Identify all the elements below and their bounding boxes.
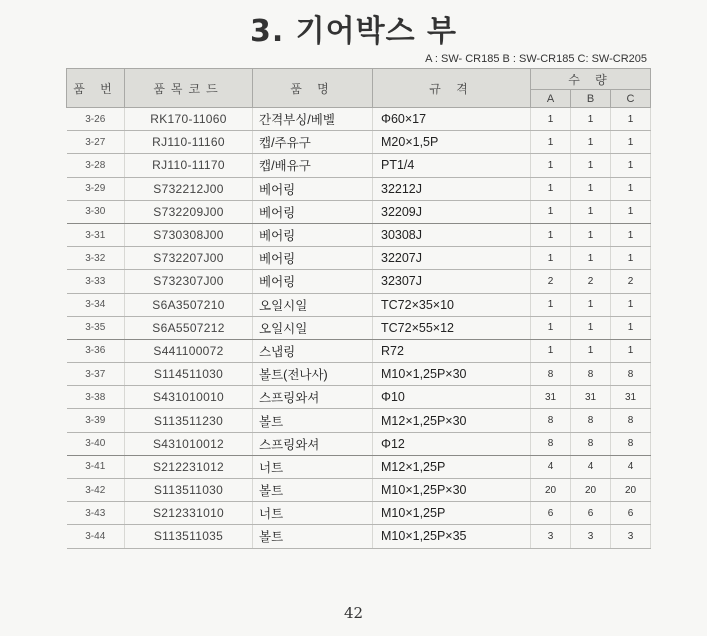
row-part-name: 볼트: [253, 525, 373, 548]
row-part-no: 3-36: [67, 339, 125, 362]
row-item-code: S732212J00: [125, 177, 253, 200]
table-row: [67, 200, 651, 223]
row-qty-c: 3: [611, 525, 651, 548]
row-spec: Φ60×17: [373, 108, 531, 131]
row-part-name: 오일시일: [253, 293, 373, 316]
row-part-name: 너트: [253, 502, 373, 525]
row-spec: Φ12: [373, 432, 531, 455]
row-qty-b: 1: [571, 108, 611, 131]
table-row: [67, 502, 651, 525]
row-qty-c: 1: [611, 223, 651, 246]
row-spec: 32307J: [373, 270, 531, 293]
row-qty-a: 2: [531, 270, 571, 293]
row-part-no: 3-37: [67, 363, 125, 386]
row-qty-b: 1: [571, 131, 611, 154]
row-qty-a: 20: [531, 479, 571, 502]
row-item-code: S6A5507212: [125, 316, 253, 339]
row-item-code: RK170-11060: [125, 108, 253, 131]
row-part-no: 3-30: [67, 200, 125, 223]
row-spec: M10×1,25P: [373, 502, 531, 525]
row-qty-c: 1: [611, 131, 651, 154]
row-qty-b: 3: [571, 525, 611, 548]
row-spec: TC72×55×12: [373, 316, 531, 339]
row-spec: PT1/4: [373, 154, 531, 177]
row-part-no: 3-33: [67, 270, 125, 293]
row-part-name: 스냅링: [253, 339, 373, 362]
table-row: [67, 363, 651, 386]
row-qty-b: 8: [571, 363, 611, 386]
row-qty-b: 8: [571, 432, 611, 455]
table-row: [67, 479, 651, 502]
row-part-no: 3-44: [67, 525, 125, 548]
page-number: 42: [343, 604, 364, 622]
row-item-code: S732209J00: [125, 200, 253, 223]
row-qty-b: 6: [571, 502, 611, 525]
row-qty-a: 1: [531, 339, 571, 362]
row-item-code: S113511030: [125, 479, 253, 502]
row-qty-b: 1: [571, 154, 611, 177]
row-qty-a: 8: [531, 409, 571, 432]
row-spec: R72: [373, 339, 531, 362]
row-part-no: 3-32: [67, 247, 125, 270]
row-part-name: 스프링와셔: [253, 386, 373, 409]
row-part-no: 3-29: [67, 177, 125, 200]
row-part-no: 3-27: [67, 131, 125, 154]
row-item-code: S212231012: [125, 455, 253, 478]
row-qty-a: 8: [531, 432, 571, 455]
row-qty-a: 1: [531, 108, 571, 131]
header-part-name: 품 명: [253, 69, 373, 108]
row-qty-c: 8: [611, 409, 651, 432]
row-part-name: 베어링: [253, 270, 373, 293]
row-qty-c: 1: [611, 177, 651, 200]
parts-table: [66, 68, 651, 549]
row-qty-a: 1: [531, 177, 571, 200]
row-part-name: 볼트: [253, 479, 373, 502]
row-part-name: 베어링: [253, 223, 373, 246]
table-row: [67, 339, 651, 362]
row-part-name: 간격부싱/베벨: [253, 108, 373, 131]
row-qty-a: 4: [531, 455, 571, 478]
row-qty-c: 31: [611, 386, 651, 409]
row-item-code: S730308J00: [125, 223, 253, 246]
row-part-no: 3-40: [67, 432, 125, 455]
table-row: [67, 154, 651, 177]
row-item-code: S6A3507210: [125, 293, 253, 316]
row-part-no: 3-43: [67, 502, 125, 525]
row-qty-b: 1: [571, 177, 611, 200]
row-part-name: 볼트: [253, 409, 373, 432]
header-qty-c: C: [611, 90, 651, 108]
row-qty-a: 1: [531, 200, 571, 223]
row-qty-b: 2: [571, 270, 611, 293]
row-qty-a: 1: [531, 154, 571, 177]
row-part-name: 캡/주유구: [253, 131, 373, 154]
row-part-name: 캡/배유구: [253, 154, 373, 177]
row-part-name: 오일시일: [253, 316, 373, 339]
row-qty-c: 4: [611, 455, 651, 478]
row-qty-b: 1: [571, 247, 611, 270]
row-part-no: 3-39: [67, 409, 125, 432]
table-row: [67, 293, 651, 316]
row-qty-c: 20: [611, 479, 651, 502]
row-qty-a: 31: [531, 386, 571, 409]
header-qty-a: A: [531, 90, 571, 108]
header-quantity: 수 량: [531, 69, 651, 90]
row-part-name: 너트: [253, 455, 373, 478]
row-qty-c: 8: [611, 363, 651, 386]
row-spec: M20×1,5P: [373, 131, 531, 154]
row-part-no: 3-34: [67, 293, 125, 316]
header-item-code: 품목코드: [125, 69, 253, 108]
row-spec: TC72×35×10: [373, 293, 531, 316]
row-part-name: 볼트(전나사): [253, 363, 373, 386]
row-qty-c: 1: [611, 247, 651, 270]
table-row: [67, 247, 651, 270]
row-item-code: S114511030: [125, 363, 253, 386]
table-row: [67, 432, 651, 455]
table-row: [67, 455, 651, 478]
row-item-code: S113511035: [125, 525, 253, 548]
header-spec: 규 격: [373, 69, 531, 108]
row-qty-a: 3: [531, 525, 571, 548]
row-spec: 32212J: [373, 177, 531, 200]
row-qty-c: 1: [611, 339, 651, 362]
row-item-code: S441100072: [125, 339, 253, 362]
table-row: [67, 316, 651, 339]
row-qty-c: 1: [611, 108, 651, 131]
row-item-code: RJ110-11160: [125, 131, 253, 154]
row-spec: M12×1,25P: [373, 455, 531, 478]
row-part-no: 3-42: [67, 479, 125, 502]
table-row: [67, 108, 651, 131]
row-spec: M10×1,25P×30: [373, 479, 531, 502]
row-qty-b: 1: [571, 316, 611, 339]
row-qty-b: 8: [571, 409, 611, 432]
page-title: 3. 기어박스 부: [249, 14, 458, 49]
row-qty-b: 1: [571, 293, 611, 316]
row-item-code: S113511230: [125, 409, 253, 432]
row-qty-c: 1: [611, 154, 651, 177]
row-part-name: 스프링와셔: [253, 432, 373, 455]
row-qty-c: 1: [611, 316, 651, 339]
table-row: [67, 386, 651, 409]
row-qty-a: 1: [531, 247, 571, 270]
row-part-no: 3-28: [67, 154, 125, 177]
row-spec: M10×1,25P×35: [373, 525, 531, 548]
row-item-code: RJ110-11170: [125, 154, 253, 177]
row-part-no: 3-35: [67, 316, 125, 339]
table-row: [67, 409, 651, 432]
row-qty-a: 1: [531, 223, 571, 246]
row-qty-c: 6: [611, 502, 651, 525]
row-qty-b: 1: [571, 339, 611, 362]
row-part-no: 3-41: [67, 455, 125, 478]
row-qty-b: 20: [571, 479, 611, 502]
row-qty-b: 31: [571, 386, 611, 409]
row-spec: M10×1,25P×30: [373, 363, 531, 386]
table-row: [67, 270, 651, 293]
row-part-no: 3-31: [67, 223, 125, 246]
table-row: [67, 131, 651, 154]
row-item-code: S431010010: [125, 386, 253, 409]
row-qty-c: 1: [611, 200, 651, 223]
row-part-name: 베어링: [253, 247, 373, 270]
row-qty-b: 1: [571, 200, 611, 223]
row-qty-a: 1: [531, 316, 571, 339]
row-item-code: S732307J00: [125, 270, 253, 293]
model-legend: A : SW- CR185 B : SW-CR185 C: SW-CR205: [425, 53, 647, 65]
parts-table-body: [67, 108, 651, 549]
row-qty-a: 1: [531, 293, 571, 316]
row-qty-b: 1: [571, 223, 611, 246]
row-part-no: 3-26: [67, 108, 125, 131]
row-part-no: 3-38: [67, 386, 125, 409]
row-item-code: S212331010: [125, 502, 253, 525]
row-qty-c: 1: [611, 293, 651, 316]
header-part-no: 품 번: [67, 69, 125, 108]
row-item-code: S431010012: [125, 432, 253, 455]
row-spec: M12×1,25P×30: [373, 409, 531, 432]
row-qty-c: 8: [611, 432, 651, 455]
row-qty-c: 2: [611, 270, 651, 293]
row-spec: 30308J: [373, 223, 531, 246]
row-qty-a: 8: [531, 363, 571, 386]
row-qty-a: 6: [531, 502, 571, 525]
row-qty-a: 1: [531, 131, 571, 154]
table-row: [67, 525, 651, 548]
row-qty-b: 4: [571, 455, 611, 478]
header-qty-b: B: [571, 90, 611, 108]
row-spec: 32209J: [373, 200, 531, 223]
row-item-code: S732207J00: [125, 247, 253, 270]
row-spec: Φ10: [373, 386, 531, 409]
table-row: [67, 223, 651, 246]
row-part-name: 베어링: [253, 200, 373, 223]
table-row: [67, 177, 651, 200]
row-part-name: 베어링: [253, 177, 373, 200]
row-spec: 32207J: [373, 247, 531, 270]
